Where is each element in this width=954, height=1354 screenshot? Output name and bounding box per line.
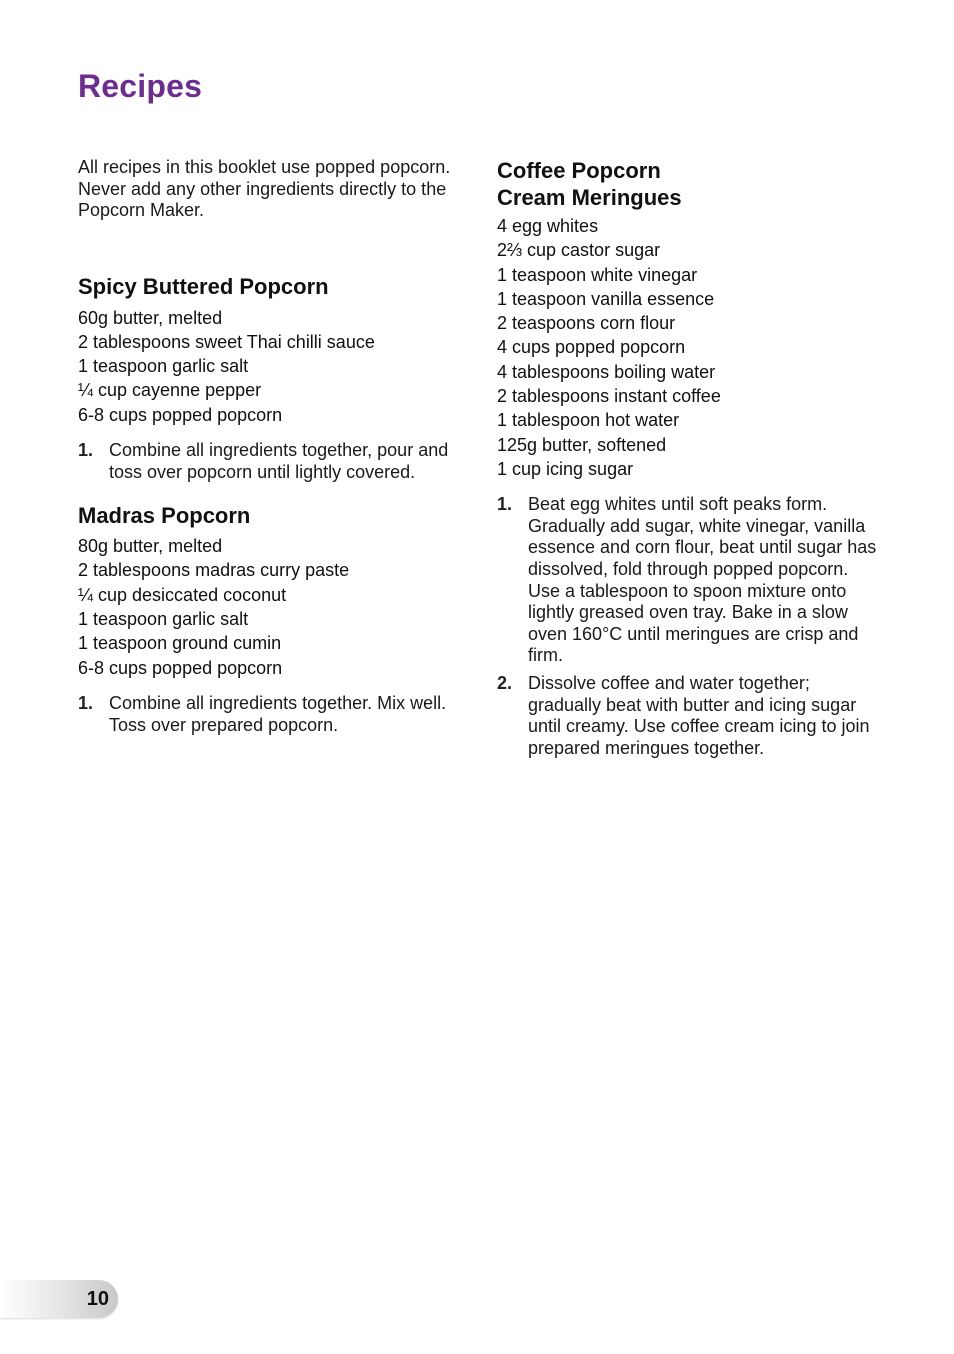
ingredient-list — [497, 214, 877, 481]
ingredient-item: 2 tablespoons sweet Thai chilli sauce — [78, 331, 375, 352]
method-steps — [497, 494, 877, 759]
ingredient-item: 80g butter, melted — [78, 536, 223, 557]
ingredient-item: 4 cups popped popcorn — [497, 337, 686, 358]
ingredient-item: 1 cup icing sugar — [497, 458, 634, 479]
step-text: Dissolve coffee and water together; gradually beat with butter and icing sugar until creamy. Use coffee cream icing to join prepared meringues together. — [528, 673, 870, 758]
ingredient-item: 1 teaspoon white vinegar — [497, 264, 698, 285]
ingredient-item: 1 teaspoon garlic salt — [78, 356, 249, 377]
right-column — [497, 157, 877, 765]
method-step — [497, 494, 877, 667]
ingredient-item: 4 egg whites — [497, 216, 599, 236]
step-text: Beat egg whites until soft peaks form. Gradually add sugar, white vinegar, vanilla essence and corn flour, beat until sugar has dissolved, fold through popped popcorn. Use a tablespoon to spoon mixture onto lightly greased oven tray. Bake in a slow oven 160°C until meringues are crisp and firm. — [528, 494, 877, 666]
recipe-title: Madras Popcorn — [78, 503, 251, 529]
left-column — [78, 157, 468, 742]
ingredient-item: 125g butter, softened — [497, 434, 667, 455]
ingredient-item: 4 tablespoons boiling water — [497, 361, 716, 382]
ingredient-item: 1 tablespoon hot water — [497, 410, 680, 431]
ingredient-list — [78, 306, 468, 427]
method-step — [78, 440, 468, 483]
method-steps — [78, 693, 468, 736]
ingredient-item: 2 teaspoons corn flour — [497, 313, 676, 334]
ingredient-item: 1 teaspoon garlic salt — [78, 609, 249, 630]
method-step — [497, 673, 877, 759]
ingredient-item: 6-8 cups popped popcorn — [78, 657, 283, 678]
step-number: 2. — [497, 673, 513, 694]
ingredient-item: ¼ cup cayenne pepper — [78, 380, 262, 401]
step-number: 1. — [497, 494, 513, 515]
step-text: Combine all ingredients together. Mix well. Toss over prepared popcorn. — [109, 692, 447, 735]
ingredient-item: 2 tablespoons instant coffee — [497, 386, 721, 407]
recipe-madras-popcorn — [78, 502, 468, 736]
page-number-tab — [0, 1280, 118, 1318]
intro-paragraph: All recipes in this booklet use popped popcorn. Never add any other ingredients directly to the Popcorn Maker. — [78, 157, 451, 220]
ingredient-item: 1 teaspoon vanilla essence — [497, 288, 715, 309]
step-number: 1. — [78, 439, 94, 460]
ingredient-item: 2⅔ cup castor sugar — [497, 240, 661, 261]
page-number: 10 — [86, 1288, 109, 1310]
ingredient-item: 60g butter, melted — [78, 307, 223, 328]
ingredient-item: 2 tablespoons madras curry paste — [78, 560, 350, 581]
ingredient-item: ¼ cup desiccated coconut — [78, 584, 287, 605]
ingredient-item: 1 teaspoon ground cumin — [78, 633, 282, 654]
recipe-title-line: Coffee Popcorn — [497, 158, 661, 183]
recipe-title-line: Cream Meringues — [497, 185, 682, 210]
ingredient-list — [78, 534, 468, 680]
step-text: Combine all ingredients together, pour and toss over popcorn until lightly covered. — [109, 439, 449, 482]
recipe-coffee-popcorn-cream-meringues — [497, 157, 877, 759]
step-number: 1. — [78, 692, 94, 713]
ingredient-item: 6-8 cups popped popcorn — [78, 404, 283, 425]
recipe-title — [497, 157, 877, 211]
method-steps — [78, 440, 468, 483]
page-title: Recipes — [78, 68, 203, 104]
recipe-spicy-buttered-popcorn — [78, 273, 468, 484]
method-step — [78, 693, 468, 736]
recipe-title: Spicy Buttered Popcorn — [78, 273, 329, 299]
